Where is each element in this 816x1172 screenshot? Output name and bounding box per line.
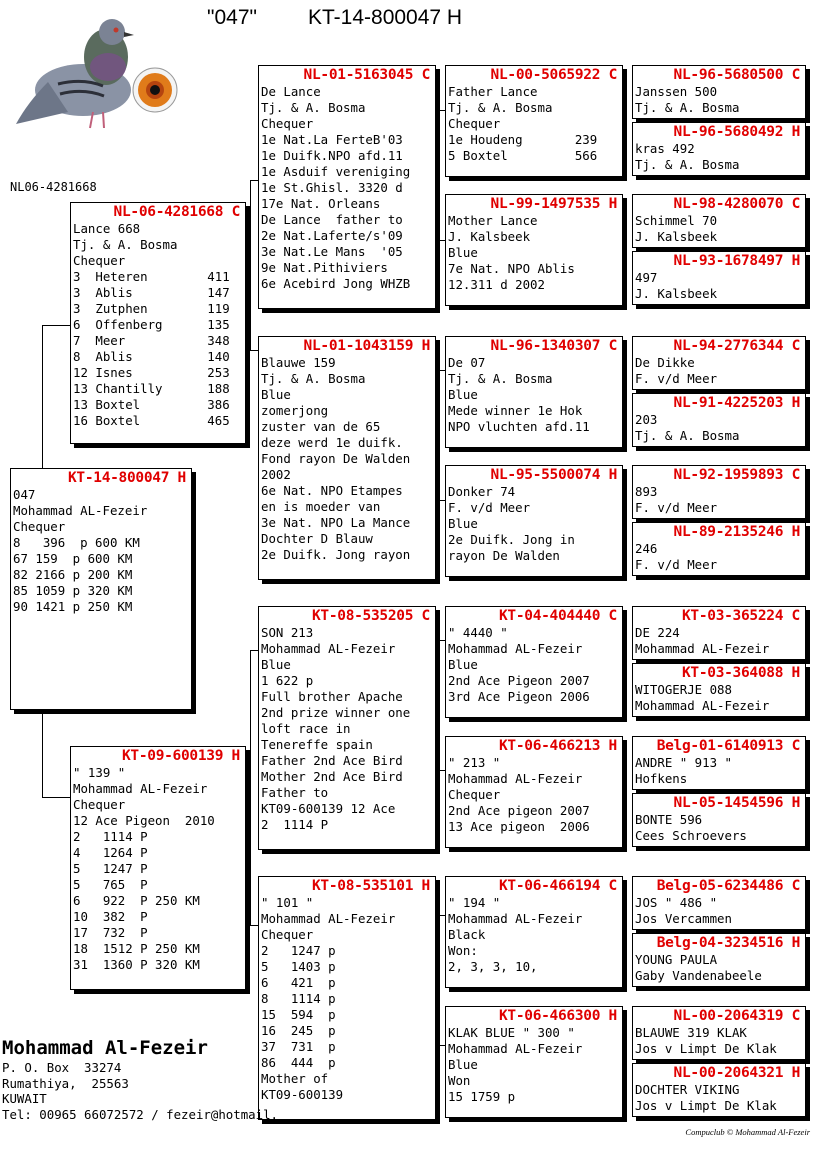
pedigree-line: loft race in bbox=[261, 721, 351, 736]
pedigree-line: 2 1247 p bbox=[261, 943, 336, 958]
pedigree-line: 2e Nat.Laferte/s'09 bbox=[261, 228, 403, 243]
pedigree-box-gen4 bbox=[632, 933, 806, 987]
pedigree-line: Mother of bbox=[261, 1071, 329, 1086]
pedigree-line: 6e Nat. NPO Etampes bbox=[261, 483, 403, 498]
pedigree-line: Mother Lance bbox=[448, 213, 538, 228]
ring-number: NL-94-2776344 C bbox=[673, 338, 800, 354]
ring-number: KT-08-535205 C bbox=[311, 608, 430, 624]
ring-number: KT-03-365224 C bbox=[681, 608, 800, 624]
connector-line bbox=[624, 90, 625, 150]
pedigree-line: Chequer bbox=[261, 927, 314, 942]
connector-line bbox=[250, 650, 258, 651]
pedigree-line: 31 1360 P 320 KM bbox=[73, 957, 200, 972]
ring-number: NL-00-5065922 C bbox=[490, 67, 617, 83]
pedigree-line: Blue bbox=[448, 516, 478, 531]
pedigree-box-gen3 bbox=[445, 194, 623, 306]
pedigree-line: 12.311 d 2002 bbox=[448, 277, 545, 292]
pedigree-box-gen4 bbox=[632, 122, 806, 176]
pedigree-box-gen3 bbox=[445, 876, 623, 988]
pedigree-line: 4 1264 P bbox=[73, 845, 148, 860]
pedigree-box-gen4 bbox=[632, 194, 806, 248]
connector-line bbox=[437, 500, 445, 501]
pedigree-line: 5 1247 P bbox=[73, 861, 148, 876]
pedigree-line: 2nd Ace Pigeon 2007 bbox=[448, 673, 590, 688]
pedigree-line: Gaby Vandenabeele bbox=[635, 968, 762, 983]
pedigree-line: JOS " 486 " bbox=[635, 895, 718, 910]
ring-number: KT-06-466213 H bbox=[498, 738, 617, 754]
connector-line bbox=[437, 1045, 445, 1046]
pedigree-box-sire-sire bbox=[258, 65, 436, 309]
pedigree-line: 047 bbox=[13, 487, 36, 502]
pedigree-line: Chequer bbox=[261, 116, 314, 131]
pedigree-line: 7 Meer 348 bbox=[73, 333, 230, 348]
pedigree-box-gen4 bbox=[632, 736, 806, 790]
pedigree-line: Jos v Limpt De Klak bbox=[635, 1098, 777, 1113]
pedigree-line: Won bbox=[448, 1073, 471, 1088]
pedigree-line: " 4440 " bbox=[448, 625, 508, 640]
connector-line bbox=[624, 378, 625, 438]
pedigree-line: F. v/d Meer bbox=[635, 371, 718, 386]
connector-line bbox=[250, 180, 258, 181]
pedigree-line: 15 594 p bbox=[261, 1007, 336, 1022]
ring-number: NL-96-5680500 C bbox=[673, 67, 800, 83]
pedigree-box-gen4 bbox=[632, 793, 806, 847]
pedigree-box-gen3 bbox=[445, 465, 623, 577]
pedigree-line: WITOGERJE 088 bbox=[635, 682, 732, 697]
pedigree-line: Mohammad AL-Fezeir bbox=[635, 641, 770, 656]
pedigree-line: Tj. & A. Bosma bbox=[635, 157, 740, 172]
pedigree-line: Mede winner 1e Hok bbox=[448, 403, 583, 418]
pedigree-line: Tj. & A. Bosma bbox=[73, 237, 178, 252]
pedigree-line: 3e Nat. NPO La Mance bbox=[261, 515, 411, 530]
pedigree-line: 18 1512 P 250 KM bbox=[73, 941, 200, 956]
connector-line bbox=[624, 1035, 625, 1095]
pedigree-line: 3rd Ace Pigeon 2006 bbox=[448, 689, 590, 704]
pedigree-line: De Dikke bbox=[635, 355, 695, 370]
ring-number: NL-95-5500074 H bbox=[490, 467, 617, 483]
pedigree-line: 86 444 p bbox=[261, 1055, 336, 1070]
owner-address-line: KUWAIT bbox=[2, 1091, 47, 1106]
owner-contact-line: Tel: 00965 66072572 / fezeir@hotmail. bbox=[2, 1106, 279, 1122]
connector-line bbox=[42, 325, 43, 470]
pedigree-line: 246 bbox=[635, 541, 658, 556]
owner-address-line: P. O. Box 33274 bbox=[2, 1060, 122, 1075]
pedigree-line: J. Kalsbeek bbox=[635, 229, 718, 244]
pedigree-line: Tenereffe spain bbox=[261, 737, 373, 752]
connector-line bbox=[42, 712, 43, 797]
pedigree-line: 2 1114 P bbox=[261, 817, 329, 832]
pedigree-line: Chequer bbox=[73, 253, 126, 268]
pedigree-line: 10 382 P bbox=[73, 909, 148, 924]
copyright-footer: Compuclub © Mohammad Al-Fezeir bbox=[685, 1127, 810, 1137]
ring-number: NL-96-1340307 C bbox=[490, 338, 617, 354]
ring-number: Belg-04-3234516 H bbox=[656, 935, 800, 951]
pedigree-line: 37 731 p bbox=[261, 1039, 336, 1054]
pedigree-box-gen4 bbox=[632, 336, 806, 390]
ring-number: KT-14-800047 H bbox=[67, 470, 186, 486]
pedigree-line: 16 Boxtel 465 bbox=[73, 413, 230, 428]
pedigree-line: 3e Nat.Le Mans '05 bbox=[261, 244, 403, 259]
pedigree-box-sire bbox=[70, 202, 246, 444]
pedigree-line: Tj. & A. Bosma bbox=[635, 428, 740, 443]
pedigree-box-gen4 bbox=[632, 606, 806, 660]
pedigree-line: " 101 " bbox=[261, 895, 314, 910]
connector-line bbox=[437, 370, 438, 500]
pedigree-line: 2 1114 P bbox=[73, 829, 148, 844]
pedigree-line: Blue bbox=[261, 387, 291, 402]
pedigree-line: 15 1759 p bbox=[448, 1089, 516, 1104]
pedigree-line: Jos Vercammen bbox=[635, 911, 732, 926]
pedigree-box-gen4 bbox=[632, 522, 806, 576]
side-id: NL06-4281668 bbox=[10, 180, 97, 194]
pedigree-line: F. v/d Meer bbox=[448, 500, 531, 515]
ring-number: NL-06-4281668 C bbox=[113, 204, 240, 220]
pigeon-nickname: "047" bbox=[207, 6, 257, 29]
ring-number: KT-06-466194 C bbox=[498, 878, 617, 894]
pedigree-line: Tj. & A. Bosma bbox=[635, 100, 740, 115]
pedigree-box-gen3 bbox=[445, 736, 623, 848]
pedigree-line: Cees Schroevers bbox=[635, 828, 747, 843]
pedigree-line: 5 Boxtel 566 bbox=[448, 148, 598, 163]
pedigree-box-dam-dam bbox=[258, 876, 436, 1120]
pedigree-box-gen4 bbox=[632, 1063, 806, 1117]
pedigree-line: Lance 668 bbox=[73, 221, 141, 236]
pedigree-line: Won: bbox=[448, 943, 478, 958]
ring-number: NL-89-2135246 H bbox=[673, 524, 800, 540]
pedigree-line: Mohammad AL-Fezeir bbox=[13, 503, 148, 518]
ring-number: NL-98-4280070 C bbox=[673, 196, 800, 212]
pedigree-line: 8 1114 p bbox=[261, 991, 336, 1006]
pedigree-line: 6e Acebird Jong WHZB bbox=[261, 276, 411, 291]
pedigree-box-gen4 bbox=[632, 393, 806, 447]
pedigree-line: 5 765 P bbox=[73, 877, 148, 892]
ring-number: NL-01-5163045 C bbox=[303, 67, 430, 83]
pedigree-box-sire-dam bbox=[258, 336, 436, 580]
pedigree-line: Blauwe 159 bbox=[261, 355, 336, 370]
pedigree-line: Fond rayon De Walden bbox=[261, 451, 411, 466]
pedigree-line: Mohammad AL-Fezeir bbox=[448, 641, 583, 656]
pedigree-line: 7e Nat. NPO Ablis bbox=[448, 261, 575, 276]
pigeon-ring-number: KT-14-800047 H bbox=[308, 6, 463, 29]
pedigree-line: Hofkens bbox=[635, 771, 688, 786]
connector-line bbox=[437, 770, 445, 771]
pedigree-line: Mohammad AL-Fezeir bbox=[448, 911, 583, 926]
pedigree-line: KT09-600139 bbox=[261, 1087, 344, 1102]
pigeon-logo bbox=[8, 12, 178, 132]
pedigree-line: Blue bbox=[448, 657, 478, 672]
pedigree-line: 1e Duifk.NPO afd.11 bbox=[261, 148, 403, 163]
pedigree-line: 2e Duifk. Jong in bbox=[448, 532, 575, 547]
pedigree-box-gen3 bbox=[445, 606, 623, 718]
pedigree-line: Mohammad AL-Fezeir bbox=[261, 911, 396, 926]
pedigree-line: De Lance bbox=[261, 84, 321, 99]
pedigree-box-dam bbox=[70, 746, 246, 990]
pedigree-line: 16 245 p bbox=[261, 1023, 336, 1038]
connector-line bbox=[437, 370, 445, 371]
pedigree-box-gen3 bbox=[445, 1006, 623, 1118]
pedigree-line: Father Lance bbox=[448, 84, 538, 99]
pedigree-line: Mohammad AL-Fezeir bbox=[448, 1041, 583, 1056]
pedigree-line: Janssen 500 bbox=[635, 84, 718, 99]
pedigree-line: Black bbox=[448, 927, 486, 942]
ring-number: NL-99-1497535 H bbox=[490, 196, 617, 212]
pedigree-line: 2, 3, 3, 10, bbox=[448, 959, 538, 974]
pedigree-line: Father 2nd Ace Bird bbox=[261, 753, 403, 768]
pedigree-line: 13 Ace pigeon 2006 bbox=[448, 819, 590, 834]
ring-number: NL-91-4225203 H bbox=[673, 395, 800, 411]
pedigree-line: Tj. & A. Bosma bbox=[261, 100, 366, 115]
pedigree-box-gen4 bbox=[632, 663, 806, 717]
pedigree-line: zomerjong bbox=[261, 403, 329, 418]
ring-number: KT-08-535101 H bbox=[311, 878, 430, 894]
connector-line bbox=[42, 325, 70, 326]
pedigree-line: 12 Ace Pigeon 2010 bbox=[73, 813, 215, 828]
connector-line bbox=[437, 640, 438, 770]
pedigree-box-gen4 bbox=[632, 251, 806, 305]
pedigree-line: 3 Ablis 147 bbox=[73, 285, 230, 300]
pedigree-line: Jos v Limpt De Klak bbox=[635, 1041, 777, 1056]
pedigree-line: 5 1403 p bbox=[261, 959, 336, 974]
connector-line bbox=[437, 110, 445, 111]
pedigree-line: Schimmel 70 bbox=[635, 213, 718, 228]
owner-address-line: Rumathiya, 25563 bbox=[2, 1075, 129, 1091]
pedigree-line: 497 bbox=[635, 270, 658, 285]
pedigree-line: 3 Zutphen 119 bbox=[73, 301, 230, 316]
pedigree-line: KT09-600139 12 Ace bbox=[261, 801, 396, 816]
pedigree-line: SON 213 bbox=[261, 625, 314, 640]
ring-number: KT-06-466300 H bbox=[498, 1008, 617, 1024]
owner-name: Mohammad Al-Fezeir bbox=[2, 1037, 208, 1059]
pedigree-line: 8 396 p 600 KM bbox=[13, 535, 140, 550]
ring-number: NL-00-2064321 H bbox=[673, 1065, 800, 1081]
pedigree-line: Mother 2nd Ace Bird bbox=[261, 769, 403, 784]
ring-number: NL-92-1959893 C bbox=[673, 467, 800, 483]
pedigree-line: 893 bbox=[635, 484, 658, 499]
ring-number: KT-04-404440 C bbox=[498, 608, 617, 624]
pedigree-line: De Lance father to bbox=[261, 212, 403, 227]
pedigree-line: F. v/d Meer bbox=[635, 557, 718, 572]
pedigree-line: Tj. & A. Bosma bbox=[261, 371, 366, 386]
pedigree-line: Mohammad AL-Fezeir bbox=[448, 771, 583, 786]
pedigree-line: F. v/d Meer bbox=[635, 500, 718, 515]
pedigree-box-subject bbox=[10, 468, 192, 710]
pedigree-line: Blue bbox=[261, 657, 291, 672]
pedigree-line: NPO vluchten afd.11 bbox=[448, 419, 590, 434]
pedigree-line: 6 Offenberg 135 bbox=[73, 317, 230, 332]
pedigree-line: Chequer bbox=[13, 519, 66, 534]
connector-line bbox=[624, 760, 625, 820]
pedigree-line: 82 2166 p 200 KM bbox=[13, 567, 133, 582]
connector-line bbox=[437, 915, 438, 1045]
pedigree-line: " 213 " bbox=[448, 755, 501, 770]
connector-line bbox=[624, 490, 625, 550]
pedigree-line: 8 Ablis 140 bbox=[73, 349, 230, 364]
pedigree-line: 67 159 p 600 KM bbox=[13, 551, 133, 566]
connector-line bbox=[250, 650, 251, 925]
owner-block bbox=[2, 1036, 278, 1122]
connector-line bbox=[624, 630, 625, 690]
pedigree-line: DOCHTER VIKING bbox=[635, 1082, 740, 1097]
connector-line bbox=[624, 905, 625, 965]
pedigree-line: Donker 74 bbox=[448, 484, 516, 499]
pedigree-line: KLAK BLUE " 300 " bbox=[448, 1025, 575, 1040]
ring-number: NL-05-1454596 H bbox=[673, 795, 800, 811]
pedigree-line: De 07 bbox=[448, 355, 486, 370]
ring-number: NL-96-5680492 H bbox=[673, 124, 800, 140]
pedigree-line: rayon De Walden bbox=[448, 548, 560, 563]
pedigree-line: 1e Asduif vereniging bbox=[261, 164, 411, 179]
pedigree-line: Mohammad AL-Fezeir bbox=[73, 781, 208, 796]
connector-line bbox=[437, 640, 445, 641]
pedigree-line: Mohammad AL-Fezeir bbox=[635, 698, 770, 713]
pedigree-line: 1 622 p bbox=[261, 673, 314, 688]
pedigree-line: kras 492 bbox=[635, 141, 695, 156]
pedigree-line: " 139 " bbox=[73, 765, 126, 780]
pedigree-line: 9e Nat.Pithiviers bbox=[261, 260, 388, 275]
pedigree-line: Blue bbox=[448, 245, 478, 260]
pedigree-box-gen3 bbox=[445, 336, 623, 448]
pedigree-box-gen4 bbox=[632, 465, 806, 519]
pedigree-line: Blue bbox=[448, 1057, 478, 1072]
ring-number: Belg-01-6140913 C bbox=[656, 738, 800, 754]
pedigree-box-gen4 bbox=[632, 876, 806, 930]
pedigree-line: Father to bbox=[261, 785, 329, 800]
pedigree-line: J. Kalsbeek bbox=[448, 229, 531, 244]
pedigree-box-dam-sire bbox=[258, 606, 436, 850]
pedigree-line: 1e Nat.La FerteB'03 bbox=[261, 132, 403, 147]
pedigree-line: Full brother Apache bbox=[261, 689, 403, 704]
ring-number: NL-93-1678497 H bbox=[673, 253, 800, 269]
pedigree-box-gen4 bbox=[632, 1006, 806, 1060]
pedigree-line: YOUNG PAULA bbox=[635, 952, 718, 967]
connector-line bbox=[437, 240, 445, 241]
connector-line bbox=[250, 180, 251, 350]
pedigree-line: 2e Duifk. Jong rayon bbox=[261, 547, 411, 562]
connector-line bbox=[437, 110, 438, 240]
pedigree-line: 17 732 P bbox=[73, 925, 148, 940]
ring-number: NL-01-1043159 H bbox=[303, 338, 430, 354]
pedigree-line: 1e St.Ghisl. 3320 d bbox=[261, 180, 403, 195]
pedigree-line: ANDRE " 913 " bbox=[635, 755, 732, 770]
pedigree-line: " 194 " bbox=[448, 895, 501, 910]
connector-line bbox=[250, 925, 258, 926]
pedigree-line: BLAUWE 319 KLAK bbox=[635, 1025, 747, 1040]
pedigree-line: 17e Nat. Orleans bbox=[261, 196, 381, 211]
pedigree-line: deze werd 1e duifk. bbox=[261, 435, 403, 450]
pedigree-line: 2002 bbox=[261, 467, 291, 482]
pedigree-line: J. Kalsbeek bbox=[635, 286, 718, 301]
pedigree-line: 13 Boxtel 386 bbox=[73, 397, 230, 412]
pedigree-line: zuster van de 65 bbox=[261, 419, 381, 434]
pedigree-line: 2nd Ace pigeon 2007 bbox=[448, 803, 590, 818]
pedigree-line: 6 421 p bbox=[261, 975, 336, 990]
pedigree-box-gen3 bbox=[445, 65, 623, 177]
connector-line bbox=[437, 915, 445, 916]
ring-number: Belg-05-6234486 C bbox=[656, 878, 800, 894]
pedigree-line: Blue bbox=[448, 387, 478, 402]
pedigree-line: 203 bbox=[635, 412, 658, 427]
connector-line bbox=[250, 350, 258, 351]
pedigree-line: 2nd prize winner one bbox=[261, 705, 411, 720]
pedigree-line: 90 1421 p 250 KM bbox=[13, 599, 133, 614]
pedigree-line: Tj. & A. Bosma bbox=[448, 371, 553, 386]
pedigree-line: 3 Heteren 411 bbox=[73, 269, 230, 284]
pedigree-line: Dochter D Blauw bbox=[261, 531, 373, 546]
connector-line bbox=[624, 220, 625, 280]
pedigree-line: Chequer bbox=[73, 797, 126, 812]
ring-number: KT-03-364088 H bbox=[681, 665, 800, 681]
pedigree-line: 1e Houdeng 239 bbox=[448, 132, 598, 147]
pedigree-line: Chequer bbox=[448, 787, 501, 802]
pedigree-line: 13 Chantilly 188 bbox=[73, 381, 230, 396]
pedigree-line: 12 Isnes 253 bbox=[73, 365, 230, 380]
pedigree-line: DE 224 bbox=[635, 625, 680, 640]
pedigree-line: 6 922 P 250 KM bbox=[73, 893, 200, 908]
connector-line bbox=[42, 797, 70, 798]
pedigree-line: en is moeder van bbox=[261, 499, 381, 514]
pedigree-line: BONTE 596 bbox=[635, 812, 703, 827]
pedigree-line: Tj. & A. Bosma bbox=[448, 100, 553, 115]
pedigree-line: 85 1059 p 320 KM bbox=[13, 583, 133, 598]
pedigree-line: Mohammad AL-Fezeir bbox=[261, 641, 396, 656]
ring-number: KT-09-600139 H bbox=[121, 748, 240, 764]
pedigree-line: Chequer bbox=[448, 116, 501, 131]
pedigree-box-gen4 bbox=[632, 65, 806, 119]
ring-number: NL-00-2064319 C bbox=[673, 1008, 800, 1024]
